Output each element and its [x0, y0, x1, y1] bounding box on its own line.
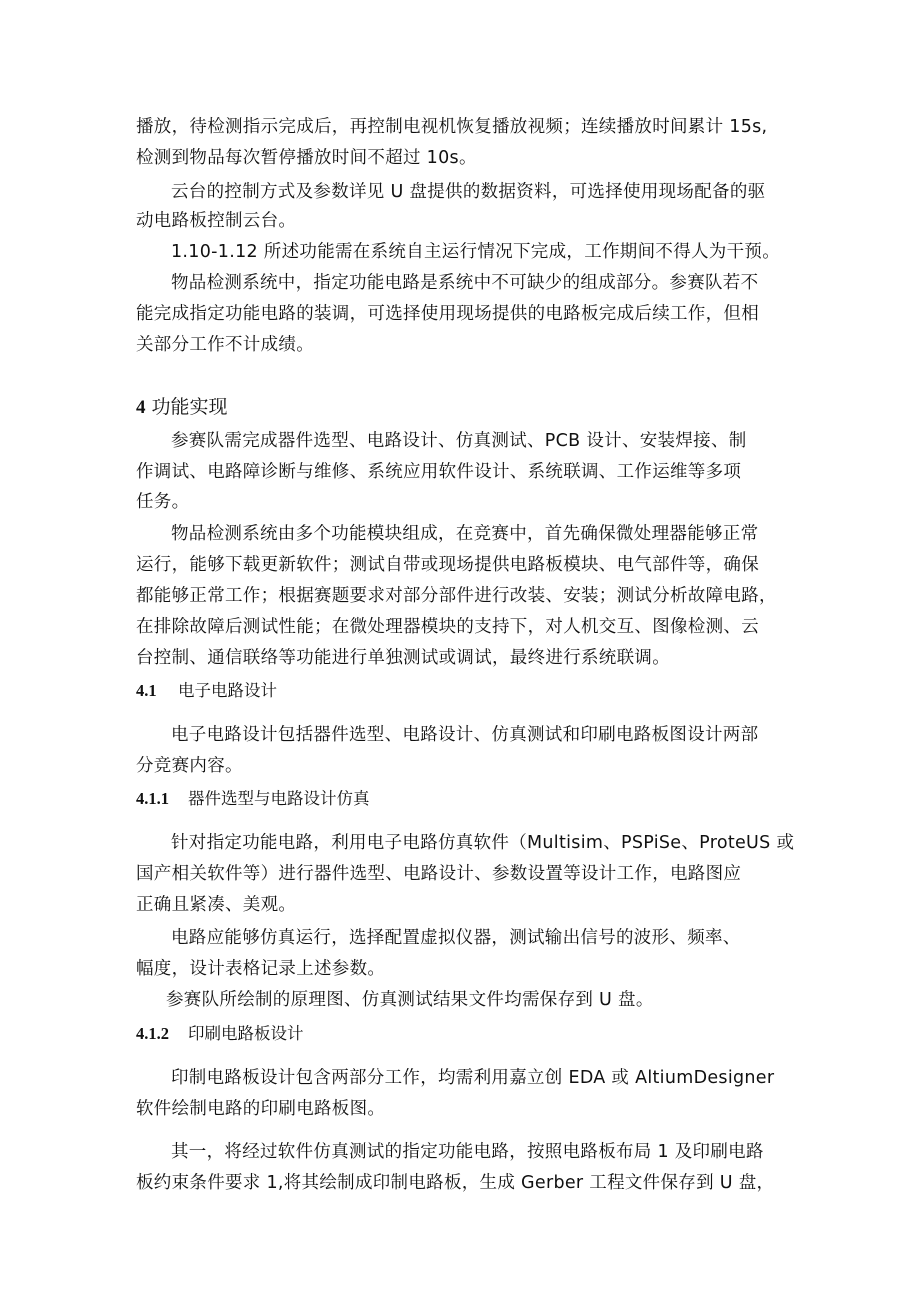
- text-line: 在排除故障后测试性能；在微处理器模块的支持下，对人机交互、图像检测、云: [136, 617, 759, 637]
- text-line: 关部分工作不计成绩。: [136, 335, 314, 355]
- text-line: 能完成指定功能电路的装调，可选择使用现场提供的电路板完成后续工作，但相: [136, 304, 759, 324]
- text-line: 任务。: [136, 492, 190, 512]
- section-heading-4: [136, 394, 228, 421]
- section-number: 4.1.1: [136, 789, 169, 808]
- text-line: 印制电路板设计包含两部分工作，均需利用嘉立创 EDA 或 AltiumDesigner: [171, 1068, 775, 1088]
- section-title: 器件选型与电路设计仿真: [188, 789, 370, 808]
- text-line: 物品检测系统由多个功能模块组成，在竞赛中，首先确保微处理器能够正常: [171, 524, 759, 544]
- section-number: 4.1: [136, 681, 157, 700]
- section-title: 电子电路设计: [178, 681, 277, 700]
- text-line: 1.10-1.12 所述功能需在系统自主运行情况下完成，工作期间不得人为干预。: [171, 242, 781, 262]
- text-line: 电子电路设计包括器件选型、电路设计、仿真测试和印刷电路板图设计两部: [171, 725, 759, 745]
- text-line: 电路应能够仿真运行，选择配置虚拟仪器，测试输出信号的波形、频率、: [171, 928, 741, 948]
- text-line: 检测到物品每次暂停播放时间不超过 10s。: [136, 148, 477, 168]
- text-line: 物品检测系统中，指定功能电路是系统中不可缺少的组成部分。参赛队若不: [171, 273, 759, 293]
- text-line: 其一，将经过软件仿真测试的指定功能电路，按照电路板布局 1 及印刷电路: [171, 1142, 764, 1162]
- text-line: 正确且紧凑、美观。: [136, 895, 297, 915]
- section-number: 4.1.2: [136, 1024, 169, 1043]
- section-heading-4-1-2: [136, 1022, 304, 1046]
- section-title: 功能实现: [151, 396, 228, 418]
- text-line: 针对指定功能电路，利用电子电路仿真软件（Multisim、PSPiSe、ProteUS 或: [171, 833, 795, 853]
- text-line: 云台的控制方式及参数详见 U 盘提供的数据资料，可选择使用现场配备的驱: [171, 182, 766, 202]
- text-line: 参赛队所绘制的原理图、仿真测试结果文件均需保存到 U 盘。: [166, 990, 654, 1010]
- text-line: 播放，待检测指示完成后，再控制电视机恢复播放视频；连续播放时间累计 15s,: [136, 117, 768, 137]
- text-line: 软件绘制电路的印刷电路板图。: [136, 1099, 386, 1119]
- text-line: 参赛队需完成器件选型、电路设计、仿真测试、PCB 设计、安装焊接、制: [171, 431, 747, 451]
- text-line: 分竞赛内容。: [136, 756, 243, 776]
- text-line: 国产相关软件等）进行器件选型、电路设计、参数设置等设计工作，电路图应: [136, 864, 742, 884]
- text-line: 动电路板控制云台。: [136, 211, 297, 231]
- section-heading-4-1-1: [136, 787, 370, 811]
- text-line: 运行，能够下载更新软件；测试自带或现场提供电路板模块、电气部件等，确保: [136, 555, 759, 575]
- text-line: 都能够正常工作；根据赛题要求对部分部件进行改装、安装；测试分析故障电路，: [136, 586, 777, 606]
- section-number: 4: [136, 397, 146, 418]
- text-line: 台控制、通信联络等功能进行单独测试或调试，最终进行系统联调。: [136, 648, 670, 668]
- text-line: 板约束条件要求 1,将其绘制成印制电路板，生成 Gerber 工程文件保存到 U 盘，: [136, 1173, 775, 1193]
- text-line: 作调试、电路障诊断与维修、系统应用软件设计、系统联调、工作运维等多项: [136, 462, 742, 482]
- section-heading-4-1: [136, 679, 277, 703]
- text-line: 幅度，设计表格记录上述参数。: [136, 959, 386, 979]
- section-title: 印刷电路板设计: [188, 1024, 304, 1043]
